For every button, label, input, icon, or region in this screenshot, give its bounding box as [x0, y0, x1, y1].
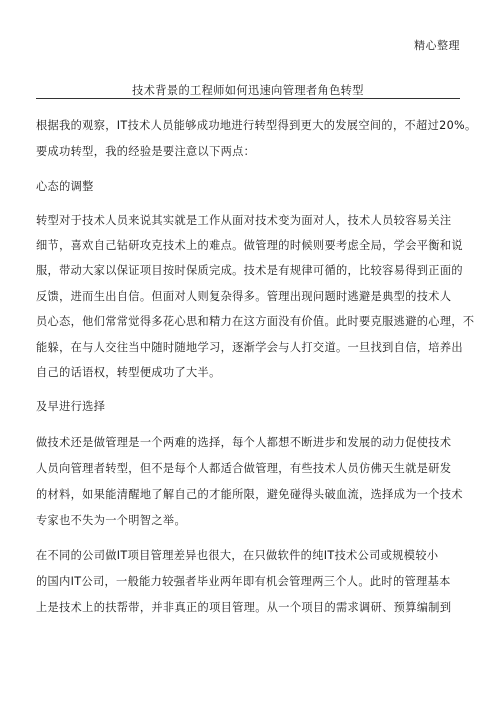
paragraph-line: 服，带动大家以保证项目按时保质完成。技术是有规律可循的，比较容易得到正面的: [36, 264, 463, 277]
paragraph-line: 细节，喜欢自己钻研攻克技术上的难点。做管理的时候则要考虑全局，学会平衡和说: [36, 239, 463, 252]
paragraph-line: 能躲，在与人交往当中随时随地学习，逐渐学会与人打交道。一旦找到自信，培养出: [36, 341, 463, 354]
paragraph-line: 上是技术上的扶帮带，并非真正的项目管理。从一个项目的需求调研、预算编制到: [36, 601, 452, 614]
section-heading-mindset: 心态的调整: [36, 180, 94, 193]
paragraph-line: 在不同的公司做IT项目管理差异也很大，在只做软件的纯IT技术公司或规模较小: [36, 549, 439, 562]
paragraph-line: 的国内IT公司，一般能力较强者毕业两年即有机会管理两三个人。此时的管理基本: [36, 575, 451, 588]
paragraph-line: 做技术还是做管理是一个两难的选择，每个人都想不断进步和发展的动力促使技术: [36, 436, 452, 449]
document-title: 技术背景的工程师如何迅速向管理者角色转型: [132, 84, 364, 97]
paragraph-line: 人员向管理者转型，但不是每个人都适合做管理，有些技术人员仿佛天生就是研发: [36, 462, 452, 475]
paragraph-line: 员心态，他们常常觉得多花心思和精力在这方面没有价值。此时要克服逃避的心理，不: [36, 315, 475, 328]
title-rule: [36, 98, 460, 99]
paragraph-line: 的材料，如果能清醒地了解自己的才能所限，避免碰得头破血流，选择成为一个技术: [36, 488, 463, 501]
paragraph-line: 转型对于技术人员来说其实就是工作从面对技术变为面对人，技术人员较容易关注: [36, 214, 452, 227]
section-heading-early-choice: 及早进行选择: [36, 400, 106, 413]
header-label: 精心整理: [414, 39, 460, 52]
intro-line: 根据我的观察，IT技术人员能够成功地进行转型得到更大的发展空间的，不超过20%。: [36, 119, 477, 132]
paragraph-line: 专家也不失为一个明智之举。: [36, 514, 186, 527]
intro-line: 要成功转型，我的经验是要注意以下两点：: [36, 145, 256, 158]
paragraph-line: 反馈，进而生出自信。但面对人则复杂得多。管理出现问题时逃避是典型的技术人: [36, 290, 452, 303]
paragraph-line: 自己的话语权，转型便成功了大半。: [36, 366, 221, 379]
